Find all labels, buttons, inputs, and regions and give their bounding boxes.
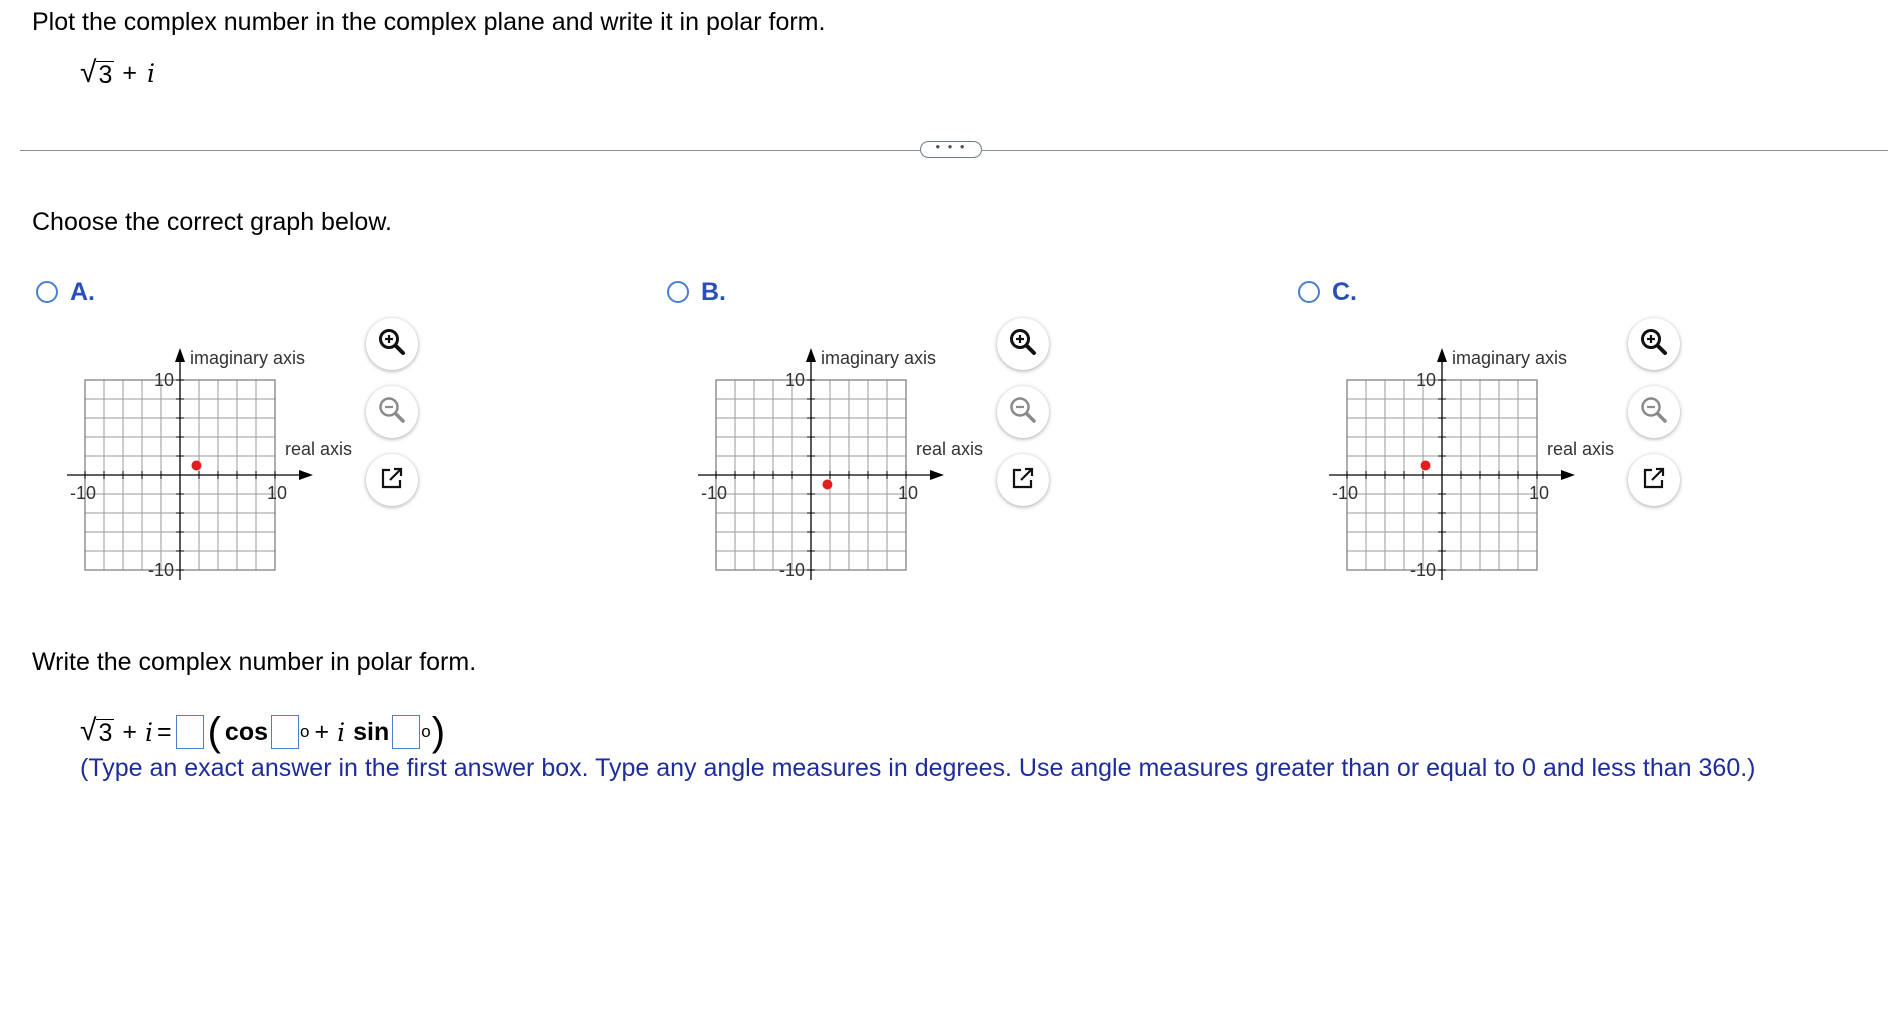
sin-angle-answer-box[interactable] xyxy=(392,715,420,749)
plotted-point xyxy=(822,480,832,490)
popout-button-c[interactable] xyxy=(1628,454,1680,506)
x-tick-label-min: -10 xyxy=(69,483,97,503)
option-a-radio[interactable] xyxy=(36,281,58,303)
modulus-answer-box[interactable] xyxy=(176,715,204,749)
plus-sign-2: + xyxy=(314,717,330,746)
zoom-out-icon xyxy=(1639,395,1669,430)
imaginary-unit: i xyxy=(146,59,155,89)
polar-answer-line xyxy=(80,710,445,754)
x-tick-label-min: -10 xyxy=(1331,483,1359,503)
real-axis-arrow xyxy=(930,470,944,480)
zoom-in-icon xyxy=(377,327,407,362)
zoom-in-button-a[interactable] xyxy=(366,318,418,370)
option-b-radio[interactable] xyxy=(667,281,689,303)
x-tick-label-max: 10 xyxy=(266,483,288,503)
option-a-label: A. xyxy=(70,277,95,306)
y-tick-label-max: 10 xyxy=(784,370,805,390)
real-axis-label: real axis xyxy=(285,439,353,459)
popout-icon xyxy=(1639,463,1669,498)
zoom-out-button-a[interactable] xyxy=(366,386,418,438)
imaginary-axis-arrow xyxy=(1437,348,1447,362)
sqrt-expression xyxy=(80,58,114,90)
polar-form-prompt: Write the complex number in polar form. xyxy=(32,648,477,676)
zoom-out-icon xyxy=(377,395,407,430)
option-c-radio[interactable] xyxy=(1298,281,1320,303)
complex-number-expression xyxy=(80,58,155,90)
option-a[interactable] xyxy=(36,275,95,309)
imaginary-axis-label: imaginary axis xyxy=(1452,348,1568,368)
cos-label: cos xyxy=(224,717,269,746)
zoom-in-icon xyxy=(1008,327,1038,362)
sqrt-sign: √ xyxy=(80,56,97,89)
popout-button-b[interactable] xyxy=(997,454,1049,506)
real-axis-arrow xyxy=(1561,470,1575,480)
option-b[interactable] xyxy=(667,275,726,309)
x-tick-label-min: -10 xyxy=(700,483,728,503)
y-tick-label-min: -10 xyxy=(1409,560,1436,580)
plotted-point xyxy=(1421,461,1431,471)
zoom-in-icon xyxy=(1639,327,1669,362)
plotted-point xyxy=(191,461,201,471)
popout-icon xyxy=(1008,463,1038,498)
x-tick-label-max: 10 xyxy=(1528,483,1550,503)
cos-angle-answer-box[interactable] xyxy=(271,715,299,749)
y-tick-label-min: -10 xyxy=(147,560,174,580)
open-paren: ( xyxy=(207,710,221,754)
real-axis-label: real axis xyxy=(916,439,984,459)
option-c-label: C. xyxy=(1332,277,1357,306)
degree-symbol: o xyxy=(300,722,310,741)
radicand: 3 xyxy=(98,61,113,89)
question-prompt: Plot the complex number in the complex plane and write it in polar form. xyxy=(32,8,826,36)
imaginary-axis-label: imaginary axis xyxy=(821,348,937,368)
option-c[interactable] xyxy=(1298,275,1357,309)
sqrt-expression xyxy=(80,716,114,748)
popout-icon xyxy=(377,463,407,498)
plus-sign: + xyxy=(122,59,137,88)
imaginary-axis-arrow xyxy=(806,348,816,362)
zoom-out-button-b[interactable] xyxy=(997,386,1049,438)
y-tick-label-max: 10 xyxy=(153,370,174,390)
imaginary-unit: i xyxy=(144,717,153,747)
close-paren: ) xyxy=(431,710,446,754)
imaginary-axis-label: imaginary axis xyxy=(190,348,306,368)
y-tick-label-max: 10 xyxy=(1415,370,1436,390)
zoom-in-button-c[interactable] xyxy=(1628,318,1680,370)
imaginary-unit-2: i xyxy=(337,717,346,747)
choose-graph-prompt: Choose the correct graph below. xyxy=(32,208,392,236)
sqrt-sign: √ xyxy=(80,714,97,748)
imaginary-axis-arrow xyxy=(175,348,185,362)
answer-hint: (Type an exact answer in the first answer box. Type any angle measures in degrees. Use angle measures greater than or equal to 0 and less than 360.) xyxy=(80,754,1756,782)
plus-sign: + xyxy=(122,717,137,746)
zoom-out-icon xyxy=(1008,395,1038,430)
zoom-in-button-b[interactable] xyxy=(997,318,1049,370)
real-axis-label: real axis xyxy=(1547,439,1615,459)
zoom-out-button-c[interactable] xyxy=(1628,386,1680,438)
option-b-label: B. xyxy=(701,277,726,306)
y-tick-label-min: -10 xyxy=(778,560,805,580)
equals-sign: = xyxy=(156,717,172,746)
real-axis-arrow xyxy=(299,470,313,480)
sin-label: sin xyxy=(353,717,390,746)
radicand: 3 xyxy=(98,719,113,748)
expand-more-button[interactable]: • • • xyxy=(920,141,982,158)
popout-button-a[interactable] xyxy=(366,454,418,506)
degree-symbol-2: o xyxy=(421,722,431,741)
x-tick-label-max: 10 xyxy=(897,483,919,503)
